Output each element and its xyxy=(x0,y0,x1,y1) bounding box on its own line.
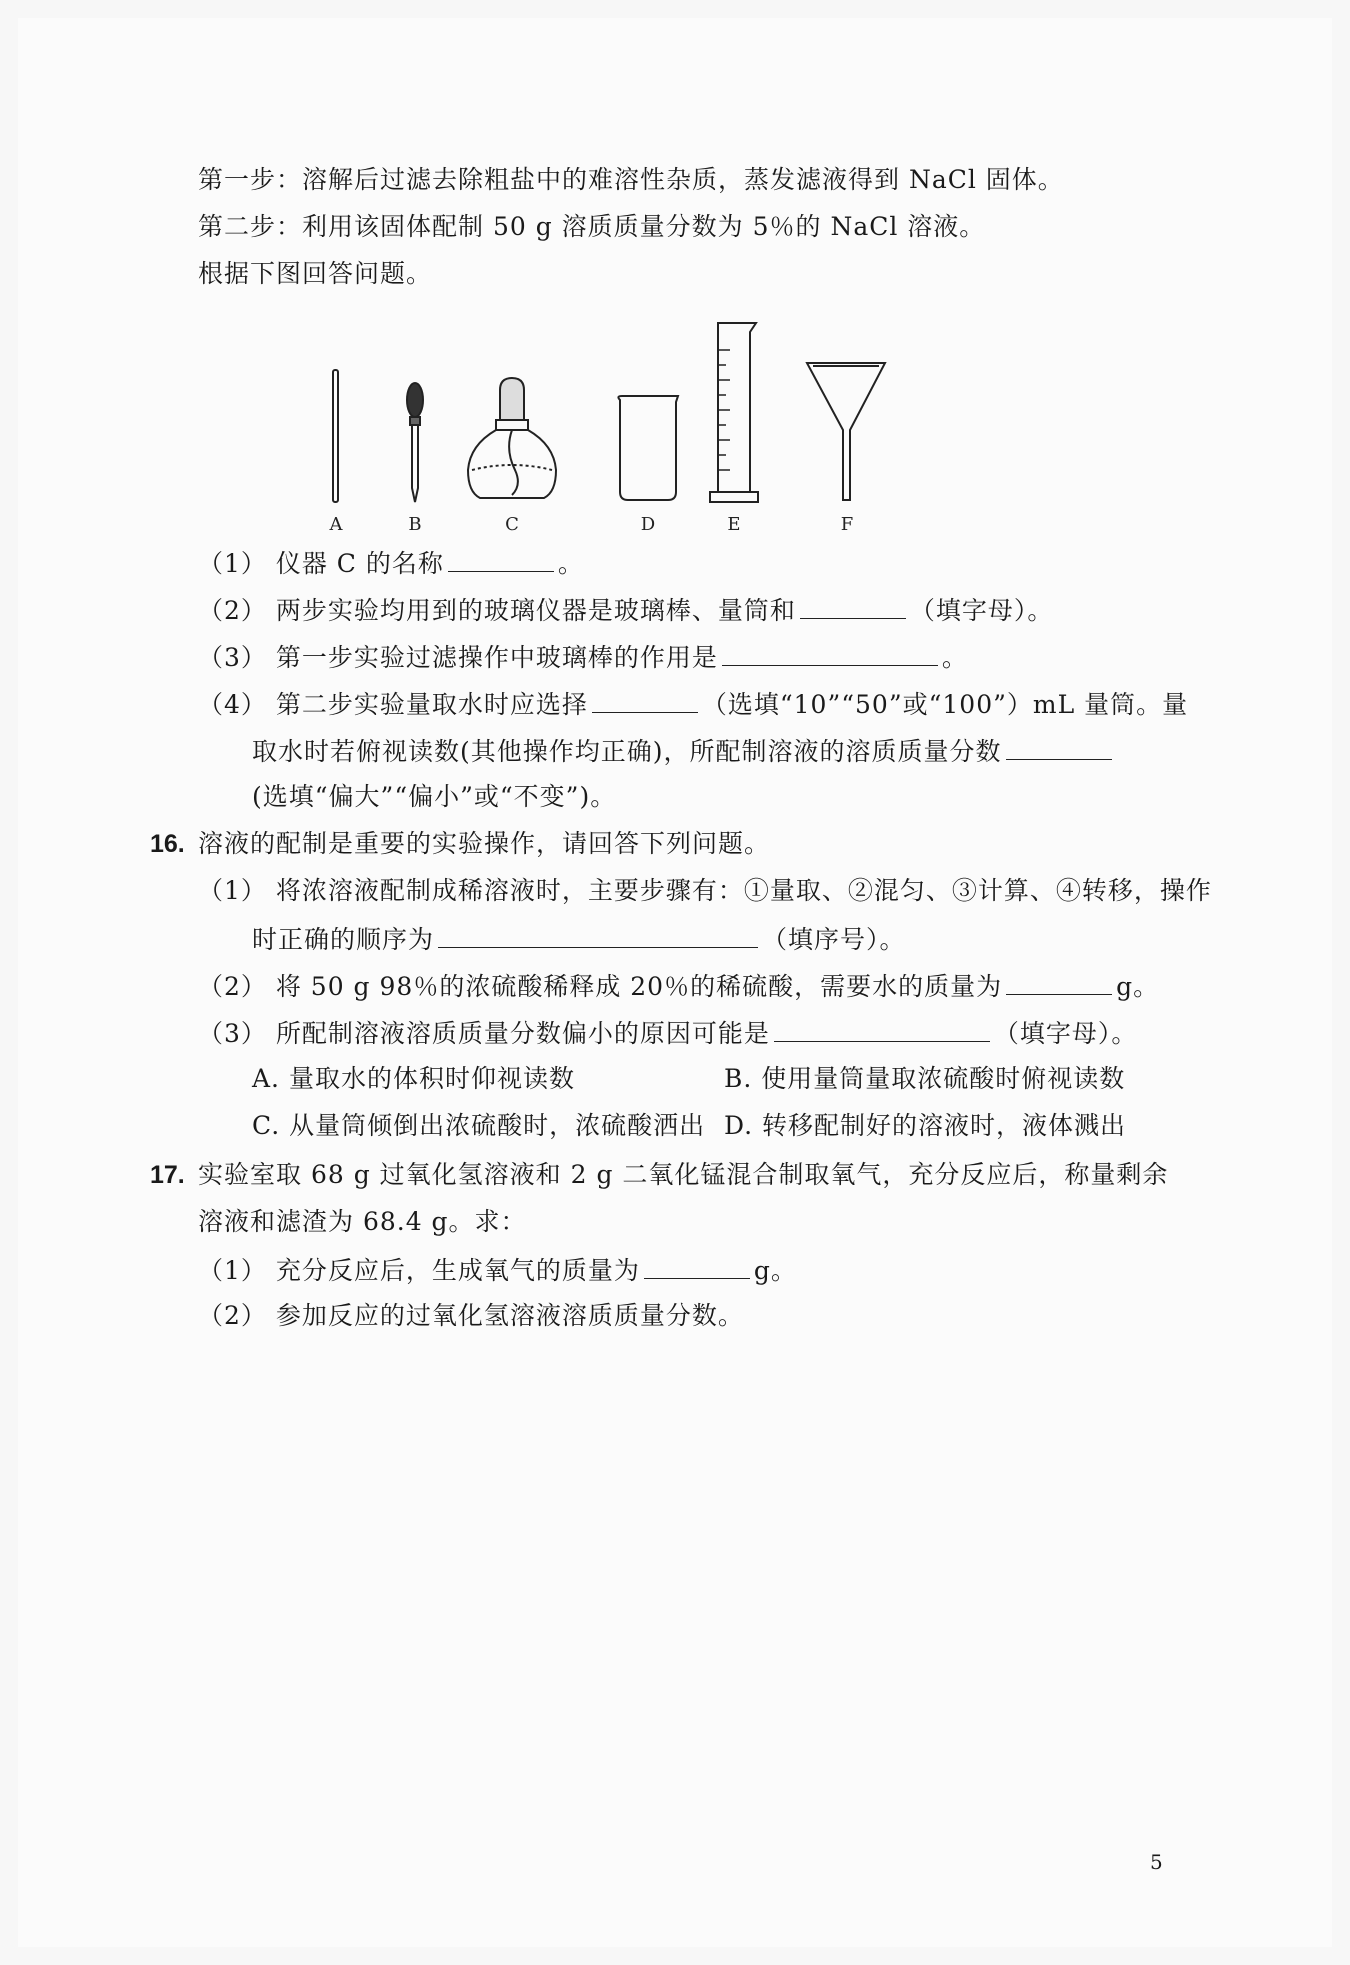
label-d: D xyxy=(640,514,656,535)
q15-p2: （2） 两步实验均用到的玻璃仪器是玻璃棒、量筒和 （填字母）。 xyxy=(198,592,1053,628)
label-c: C xyxy=(505,514,519,535)
answer-blank[interactable] xyxy=(448,545,554,572)
q17-p1: （1） 充分反应后，生成氧气的质量为 g。 xyxy=(198,1252,797,1288)
answer-blank[interactable] xyxy=(774,1015,990,1042)
label-f: F xyxy=(840,514,854,535)
glass-rod-icon xyxy=(333,370,338,502)
q15-p3: （3） 第一步实验过滤操作中玻璃棒的作用是 。 xyxy=(198,639,968,675)
q16-p1: （1） 将浓溶液配制成稀溶液时，主要步骤有：①量取、②混匀、③计算、④转移，操作 xyxy=(198,876,1212,905)
answer-blank[interactable] xyxy=(644,1252,750,1279)
alcohol-lamp-icon xyxy=(468,378,556,498)
q16-p1-cont: 时正确的顺序为 （填序号）。 xyxy=(252,921,906,957)
label-a: A xyxy=(329,514,343,535)
q16-option-a: A. 量取水的体积时仰视读数 xyxy=(252,1064,575,1093)
q15-p4: （4） 第二步实验量取水时应选择 （选填“10”“50”或“100”）mL 量筒。量 xyxy=(198,686,1188,722)
dropper-icon xyxy=(407,383,423,502)
q16-number: 16. xyxy=(150,830,185,858)
answer-blank[interactable] xyxy=(722,639,938,666)
q15-p4-options: (选填“偏大”“偏小”或“不变”)。 xyxy=(252,782,617,811)
answer-blank[interactable] xyxy=(800,592,906,619)
funnel-icon xyxy=(807,363,885,500)
q16-p2: （2） 将 50 g 98％的浓硫酸稀释成 20％的稀硫酸，需要水的质量为 g。 xyxy=(198,968,1159,1004)
answer-blank[interactable] xyxy=(1006,968,1112,995)
q17-number: 17. xyxy=(150,1161,185,1189)
q17-p2: （2） 参加反应的过氧化氢溶液溶质质量分数。 xyxy=(198,1301,744,1330)
q16-option-c: C. 从量筒倾倒出浓硫酸时，浓硫酸洒出 xyxy=(252,1111,706,1140)
label-e: E xyxy=(727,514,741,535)
answer-blank[interactable] xyxy=(592,686,698,713)
q16-stem: 溶液的配制是重要的实验操作，请回答下列问题。 xyxy=(198,829,771,858)
intro-step1: 第一步：溶解后过滤去除粗盐中的难溶性杂质，蒸发滤液得到 NaCl 固体。 xyxy=(198,165,1064,194)
intro-prompt: 根据下图回答问题。 xyxy=(198,259,433,288)
q17-stem-1: 实验室取 68 g 过氧化氢溶液和 2 g 二氧化锰混合制取氧气，充分反应后，称量剩余 xyxy=(198,1160,1169,1189)
q15-p4-cont: 取水时若俯视读数(其他操作均正确)，所配制溶液的溶质质量分数 xyxy=(252,733,1116,769)
q16-option-d: D. 转移配制好的溶液时，液体溅出 xyxy=(724,1111,1127,1140)
q17-stem-2: 溶液和滤渣为 68.4 g。求： xyxy=(198,1207,527,1236)
q15-p1: （1） 仪器 C 的名称 。 xyxy=(198,545,584,581)
page-number: 5 xyxy=(1150,1850,1163,1874)
beaker-icon xyxy=(618,396,678,500)
intro-step2: 第二步：利用该固体配制 50 g 溶质质量分数为 5％的 NaCl 溶液。 xyxy=(198,212,986,241)
answer-blank[interactable] xyxy=(438,921,758,948)
label-b: B xyxy=(408,514,422,535)
q16-option-b: B. 使用量筒量取浓硫酸时俯视读数 xyxy=(724,1064,1126,1093)
graduated-cylinder-icon xyxy=(710,323,758,502)
q16-p3: （3） 所配制溶液溶质质量分数偏小的原因可能是 （填字母）。 xyxy=(198,1015,1137,1051)
answer-blank[interactable] xyxy=(1006,733,1112,760)
apparatus-figure xyxy=(300,320,1020,540)
